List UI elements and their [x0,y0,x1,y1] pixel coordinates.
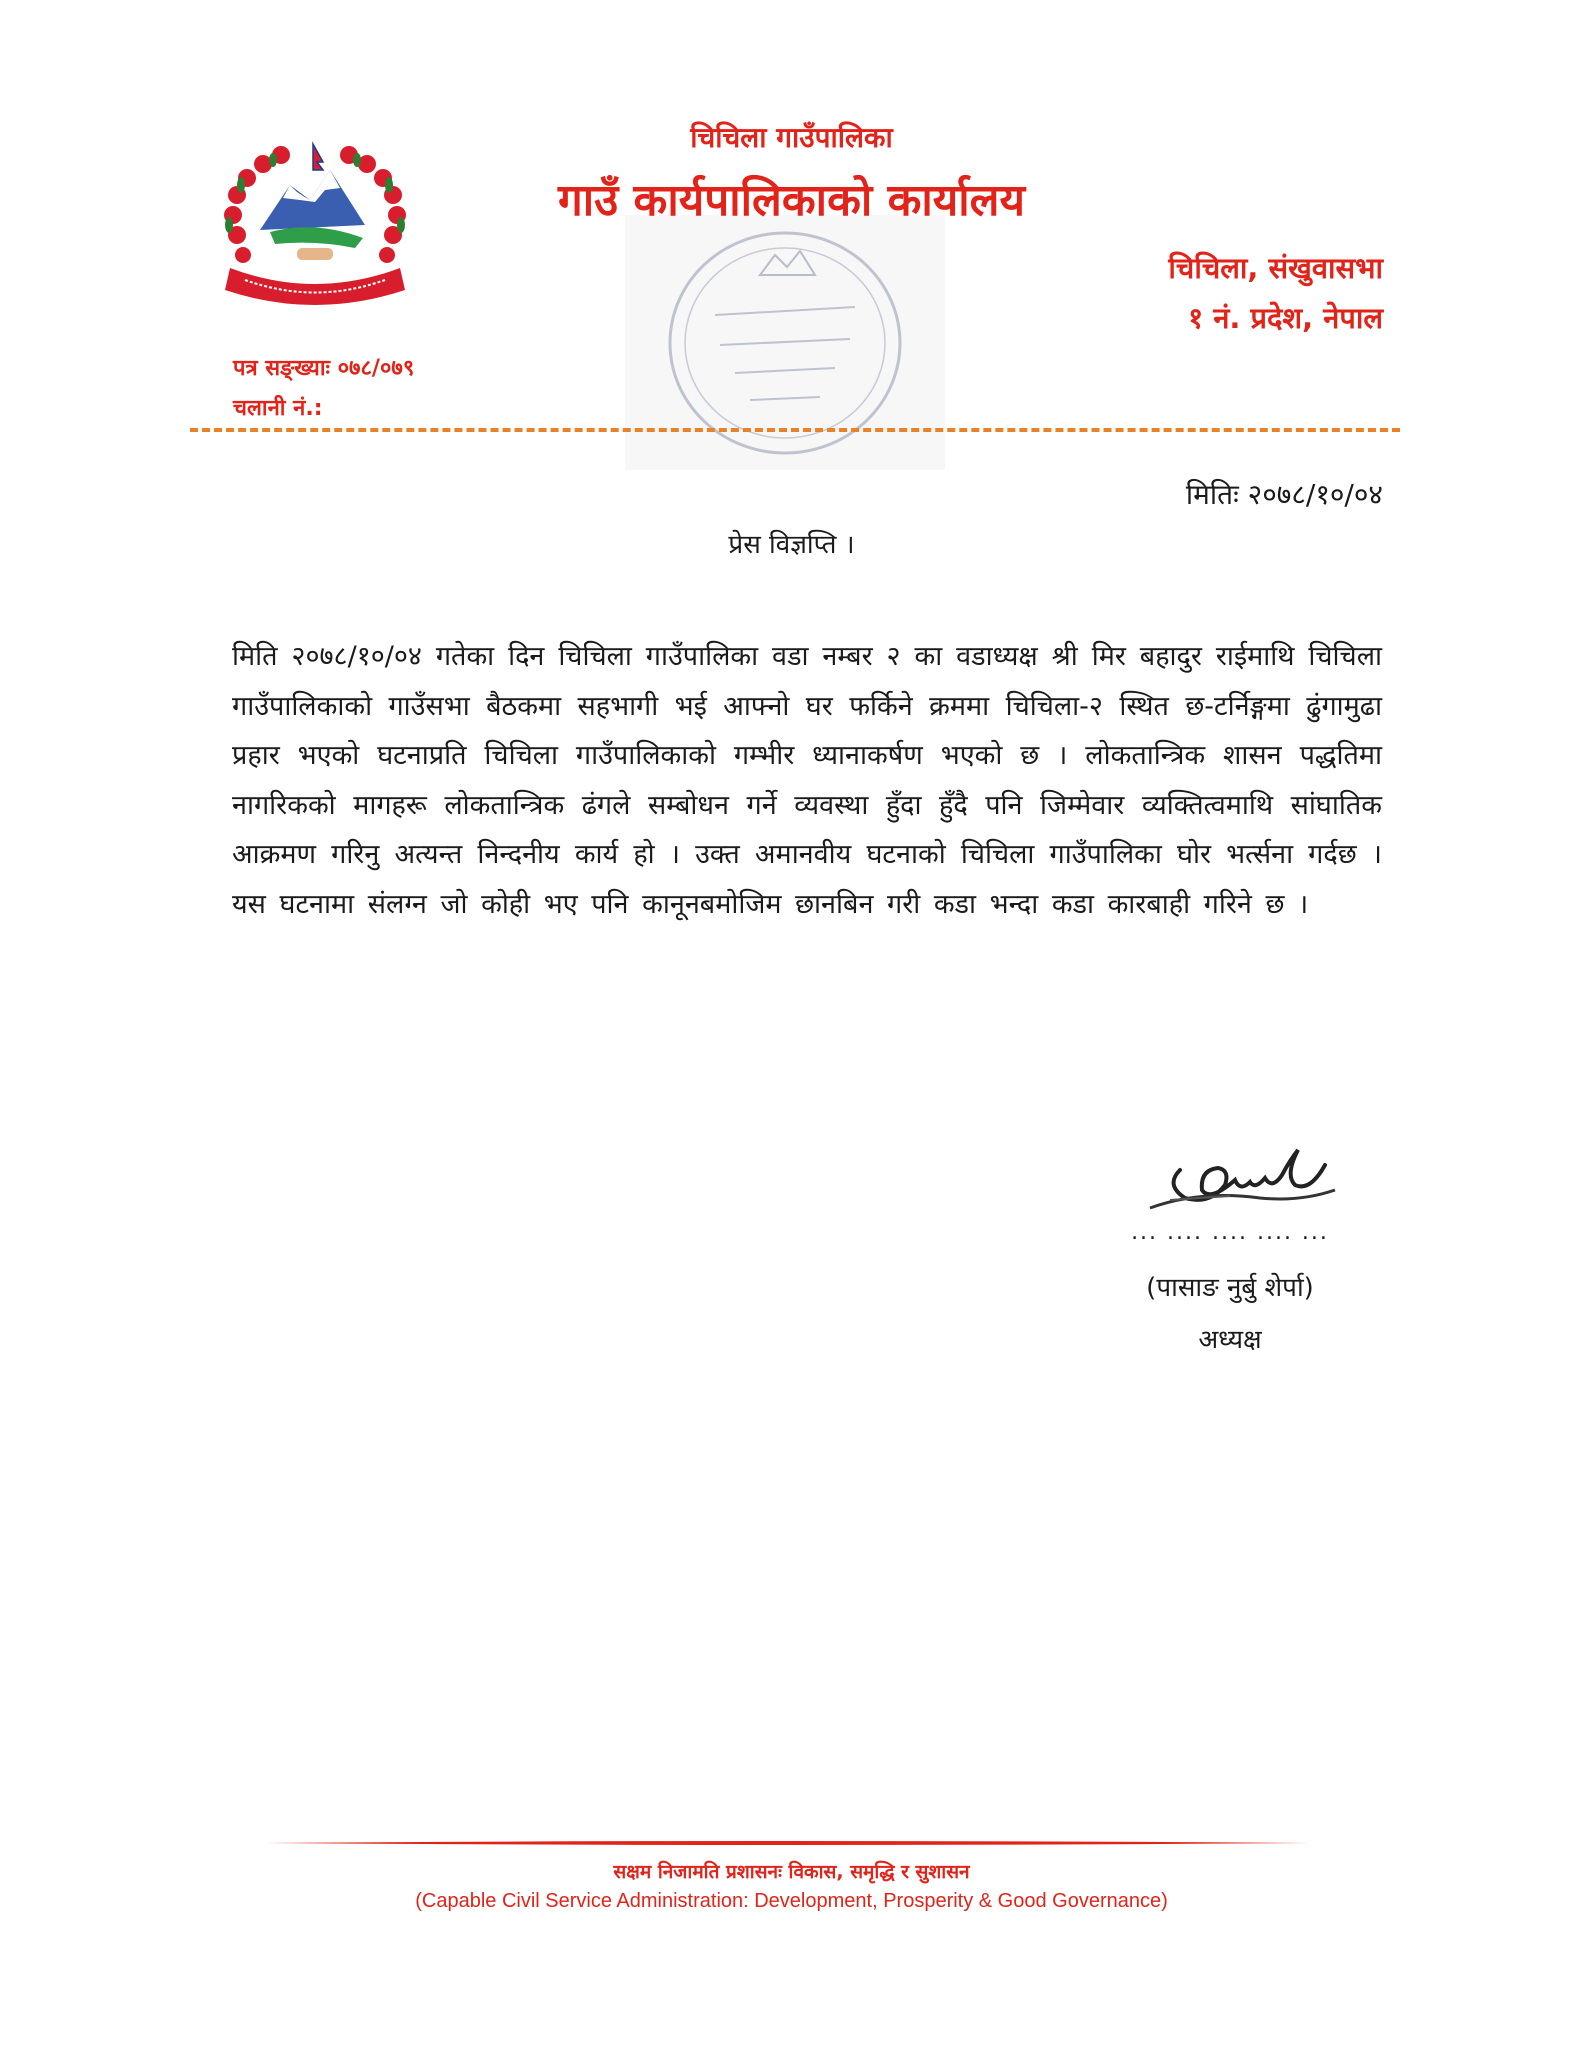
letter-body: मिति २०७८/१०/०४ गतेका दिन चिचिला गाउँपालिका वडा नम्बर २ का वडाध्यक्ष श्री मिर बहादुर राईमाथि चिचिला गाउँपालिकाको गाउँसभा बैठकमा सहभागी भई आफ्नो घर फर्किने क्रममा चिचिला-२ स्थित छ-टर्निङ्गमा ढुंगामुढा प्रहार भएको घटनाप्रति चिचिला गाउँपालिकाको गम्भीर ध्यानाकर्षण भएको छ । लोकतान्त्रिक शासन पद्धतिमा नागरिकको मागहरू लोकतान्त्रिक ढंगले सम्बोधन गर्ने व्यवस्था हुँदा हुँदै पनि जिम्मेवार व्यक्तित्वमाथि सांघातिक आक्रमण गरिनु अत्यन्त निन्दनीय कार्य हो । उक्त अमानवीय घटनाको चिचिला गाउँपालिका घोर भर्त्सना गर्दछ । यस घटनामा संलग्न जो कोही भए पनि कानूनबमोजिम छानबिन गरी कडा भन्दा कडा कारबाही गरिने छ । [232,641,1382,920]
footer-slogan-english: (Capable Civil Service Administration: Development, Prosperity & Good Governance) [415,1890,1168,1912]
letter-number: पत्र सङ्ख्याः ०७८/०७९ [233,356,415,381]
footer-slogan-nepali: सक्षम निजामति प्रशासनः विकास, समृद्धि र सुशासन [613,1861,970,1883]
address-line-2: १ नं. प्रदेश, नेपाल [1188,301,1383,335]
municipality-name: चिचिला गाउँपालिका [690,121,893,154]
signature-dots: ... .... .... .... ... [1131,1220,1329,1245]
footer-rule [265,1840,1310,1846]
address-line-1: चिचिला, संखुवासभा [1168,251,1383,285]
dispatch-number: चलानी नं.: [233,396,323,421]
signatory-name: (पासाङ नुर्बु शेर्पा) [1146,1273,1314,1303]
letter-date: मितिः २०७८/१०/०४ [1185,478,1383,511]
handwritten-signature [1140,1130,1340,1215]
office-name: गाउँ कार्यपालिकाको कार्यालय [557,175,1026,226]
signatory-title: अध्यक्ष [1198,1325,1262,1355]
header-divider [190,428,1400,432]
letter-subject: प्रेस विज्ञप्ति । [728,530,855,560]
